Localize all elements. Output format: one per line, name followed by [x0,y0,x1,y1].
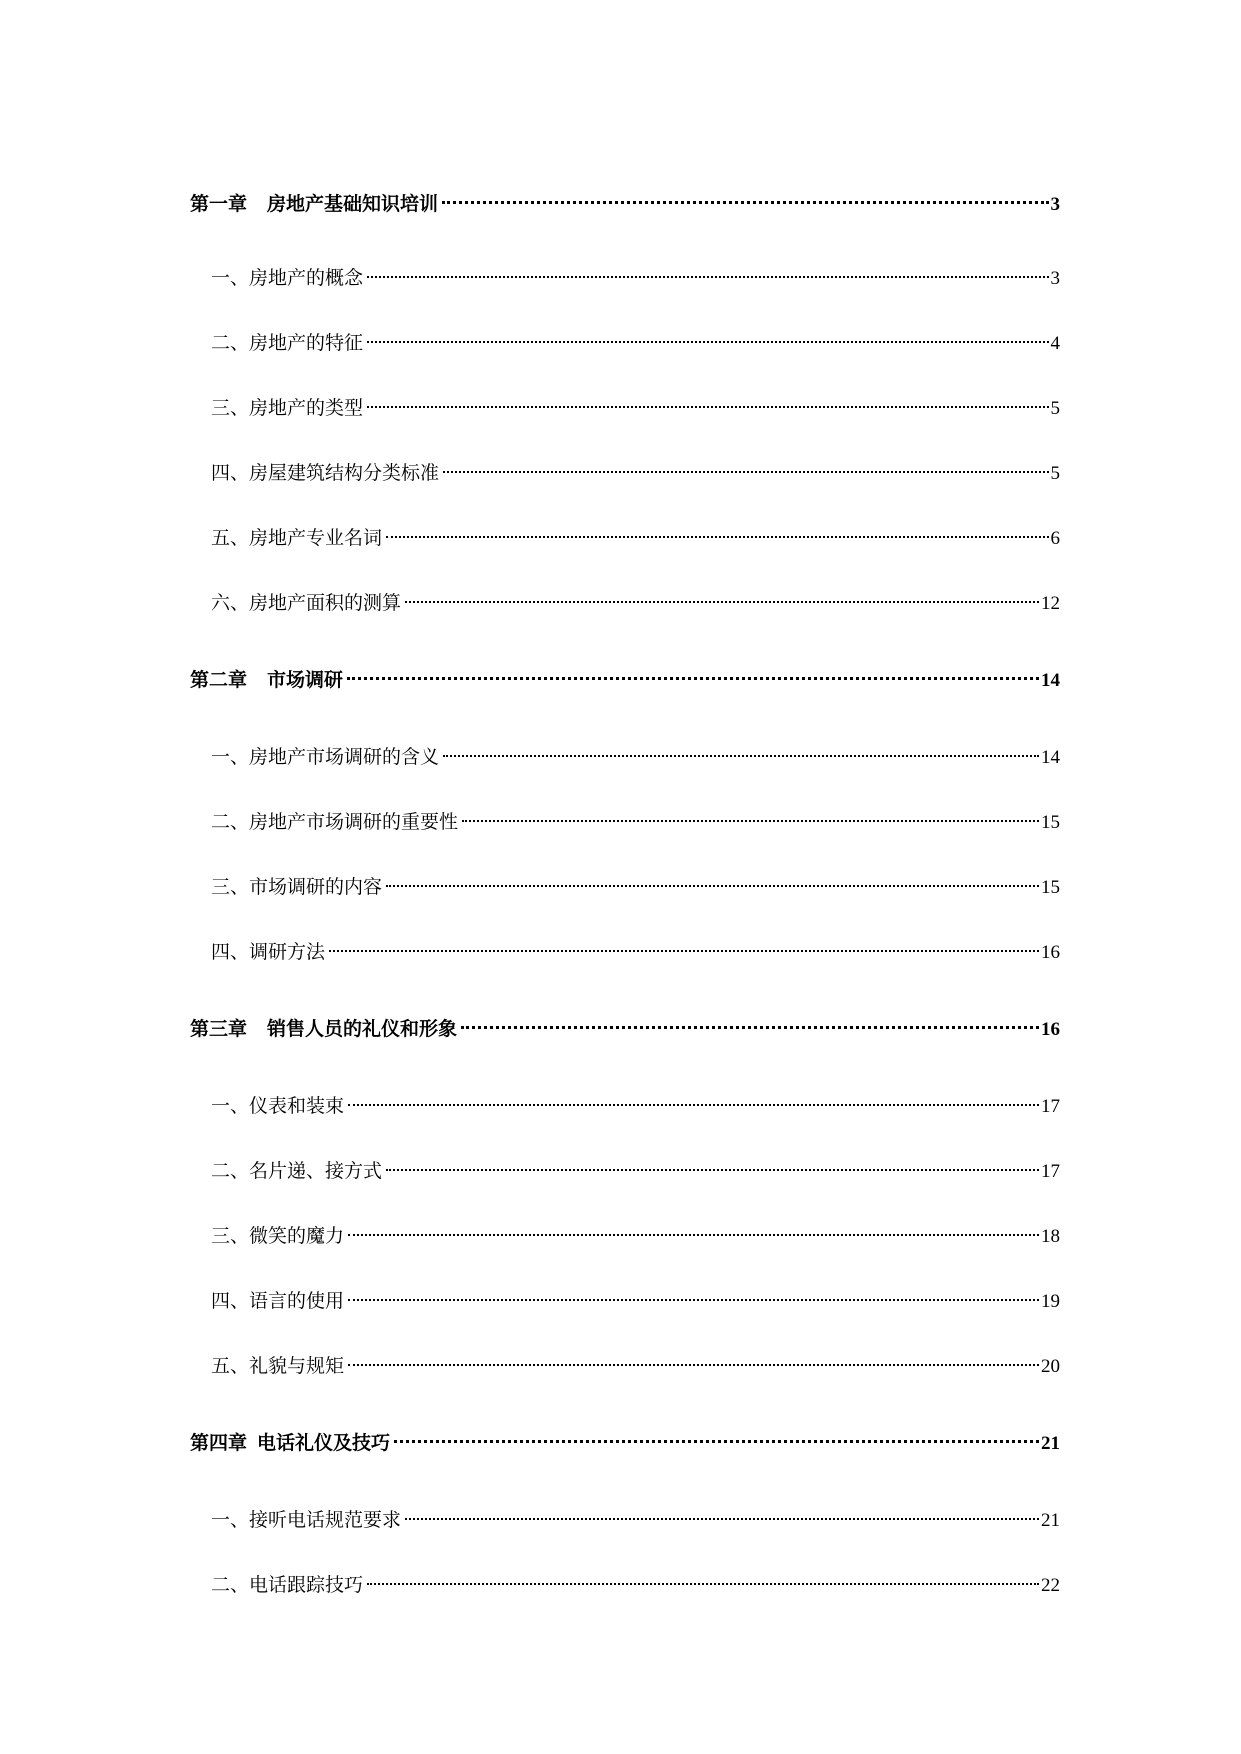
toc-entry-title: 四、房屋建筑结构分类标准 [211,462,440,484]
toc-page-number: 20 [1041,1356,1060,1377]
toc-dot-leader [442,184,1048,210]
toc-entry-title: 第四章 电话礼仪及技巧 [190,1432,391,1454]
toc-page-number: 17 [1041,1161,1060,1182]
toc-dot-leader [386,867,1039,893]
toc-dot-leader [386,518,1048,544]
toc-page-number: 18 [1041,1226,1060,1247]
toc-entry-title: 二、电话跟踪技巧 [211,1574,364,1596]
toc-dot-leader [462,802,1039,828]
toc-dot-leader [443,453,1048,479]
toc-section-4-1[interactable] [211,1500,1060,1534]
toc-section-2-4[interactable] [211,932,1060,966]
toc-section-3-4[interactable] [211,1281,1060,1315]
toc-dot-leader [386,1151,1039,1177]
toc-entry-title: 六、房地产面积的测算 [211,592,402,614]
toc-page-number: 16 [1041,1019,1060,1040]
toc-section-1-6[interactable] [211,583,1060,617]
toc-section-2-1[interactable] [211,737,1060,771]
toc-page-number: 3 [1050,194,1060,215]
toc-dot-leader [461,1009,1039,1035]
toc-page-number: 16 [1041,942,1060,963]
toc-page-number: 15 [1041,877,1060,898]
toc-entry-title: 三、市场调研的内容 [211,876,383,898]
toc-page-number: 17 [1041,1096,1060,1117]
toc-dot-leader [348,1281,1039,1307]
toc-chapter-2[interactable] [190,660,1060,694]
toc-page-number: 5 [1050,398,1060,419]
toc-section-1-3[interactable] [211,388,1060,422]
toc-chapter-4[interactable] [190,1423,1060,1457]
toc-page-number: 6 [1050,528,1060,549]
toc-section-3-2[interactable] [211,1151,1060,1185]
toc-dot-leader [405,583,1039,609]
toc-section-1-4[interactable] [211,453,1060,487]
toc-page-number: 14 [1041,670,1060,691]
toc-section-4-2[interactable] [211,1565,1060,1599]
toc-page-number: 15 [1041,812,1060,833]
toc-chapter-3[interactable] [190,1009,1060,1043]
toc-dot-leader [367,323,1048,349]
toc-section-1-1[interactable] [211,258,1060,292]
toc-entry-title: 一、仪表和装束 [211,1095,345,1117]
toc-page-number: 4 [1050,333,1060,354]
toc-entry-title: 五、房地产专业名词 [211,527,383,549]
toc-section-1-5[interactable] [211,518,1060,552]
toc-dot-leader [367,258,1048,284]
toc-chapter-1[interactable] [190,184,1060,218]
toc-dot-leader [367,388,1048,414]
toc-page-number: 19 [1041,1291,1060,1312]
toc-dot-leader [347,660,1039,686]
toc-page-number: 22 [1041,1575,1060,1596]
toc-entry-title: 四、语言的使用 [211,1290,345,1312]
toc-section-3-5[interactable] [211,1346,1060,1380]
toc-entry-title: 二、房地产市场调研的重要性 [211,811,459,833]
toc-entry-title: 二、房地产的特征 [211,332,364,354]
toc-dot-leader [405,1500,1039,1526]
toc-page-number: 14 [1041,747,1060,768]
toc-dot-leader [348,1216,1039,1242]
toc-dot-leader [329,932,1039,958]
toc-dot-leader [348,1086,1039,1112]
toc-dot-leader [367,1565,1039,1591]
toc-entry-title: 第一章 房地产基础知识培训 [190,193,439,215]
toc-section-1-2[interactable] [211,323,1060,357]
toc-entry-title: 一、房地产的概念 [211,267,364,289]
toc-dot-leader [348,1346,1039,1372]
toc-entry-title: 四、调研方法 [211,941,326,963]
toc-section-3-3[interactable] [211,1216,1060,1250]
toc-entry-title: 五、礼貌与规矩 [211,1355,345,1377]
toc-section-2-2[interactable] [211,802,1060,836]
toc-page-number: 21 [1041,1433,1060,1454]
toc-section-3-1[interactable] [211,1086,1060,1120]
toc-page-number: 3 [1050,268,1060,289]
toc-page-number: 12 [1041,593,1060,614]
toc-entry-title: 第三章 销售人员的礼仪和形象 [190,1018,458,1040]
toc-entry-title: 第二章 市场调研 [190,669,344,691]
toc-dot-leader [394,1423,1039,1449]
toc-entry-title: 一、房地产市场调研的含义 [211,746,440,768]
toc-entry-title: 三、微笑的魔力 [211,1225,345,1247]
toc-dot-leader [443,737,1039,763]
toc-page-number: 5 [1050,463,1060,484]
toc-entry-title: 三、房地产的类型 [211,397,364,419]
toc-entry-title: 二、名片递、接方式 [211,1160,383,1182]
toc-entry-title: 一、接听电话规范要求 [211,1509,402,1531]
toc-page-number: 21 [1041,1510,1060,1531]
toc-section-2-3[interactable] [211,867,1060,901]
